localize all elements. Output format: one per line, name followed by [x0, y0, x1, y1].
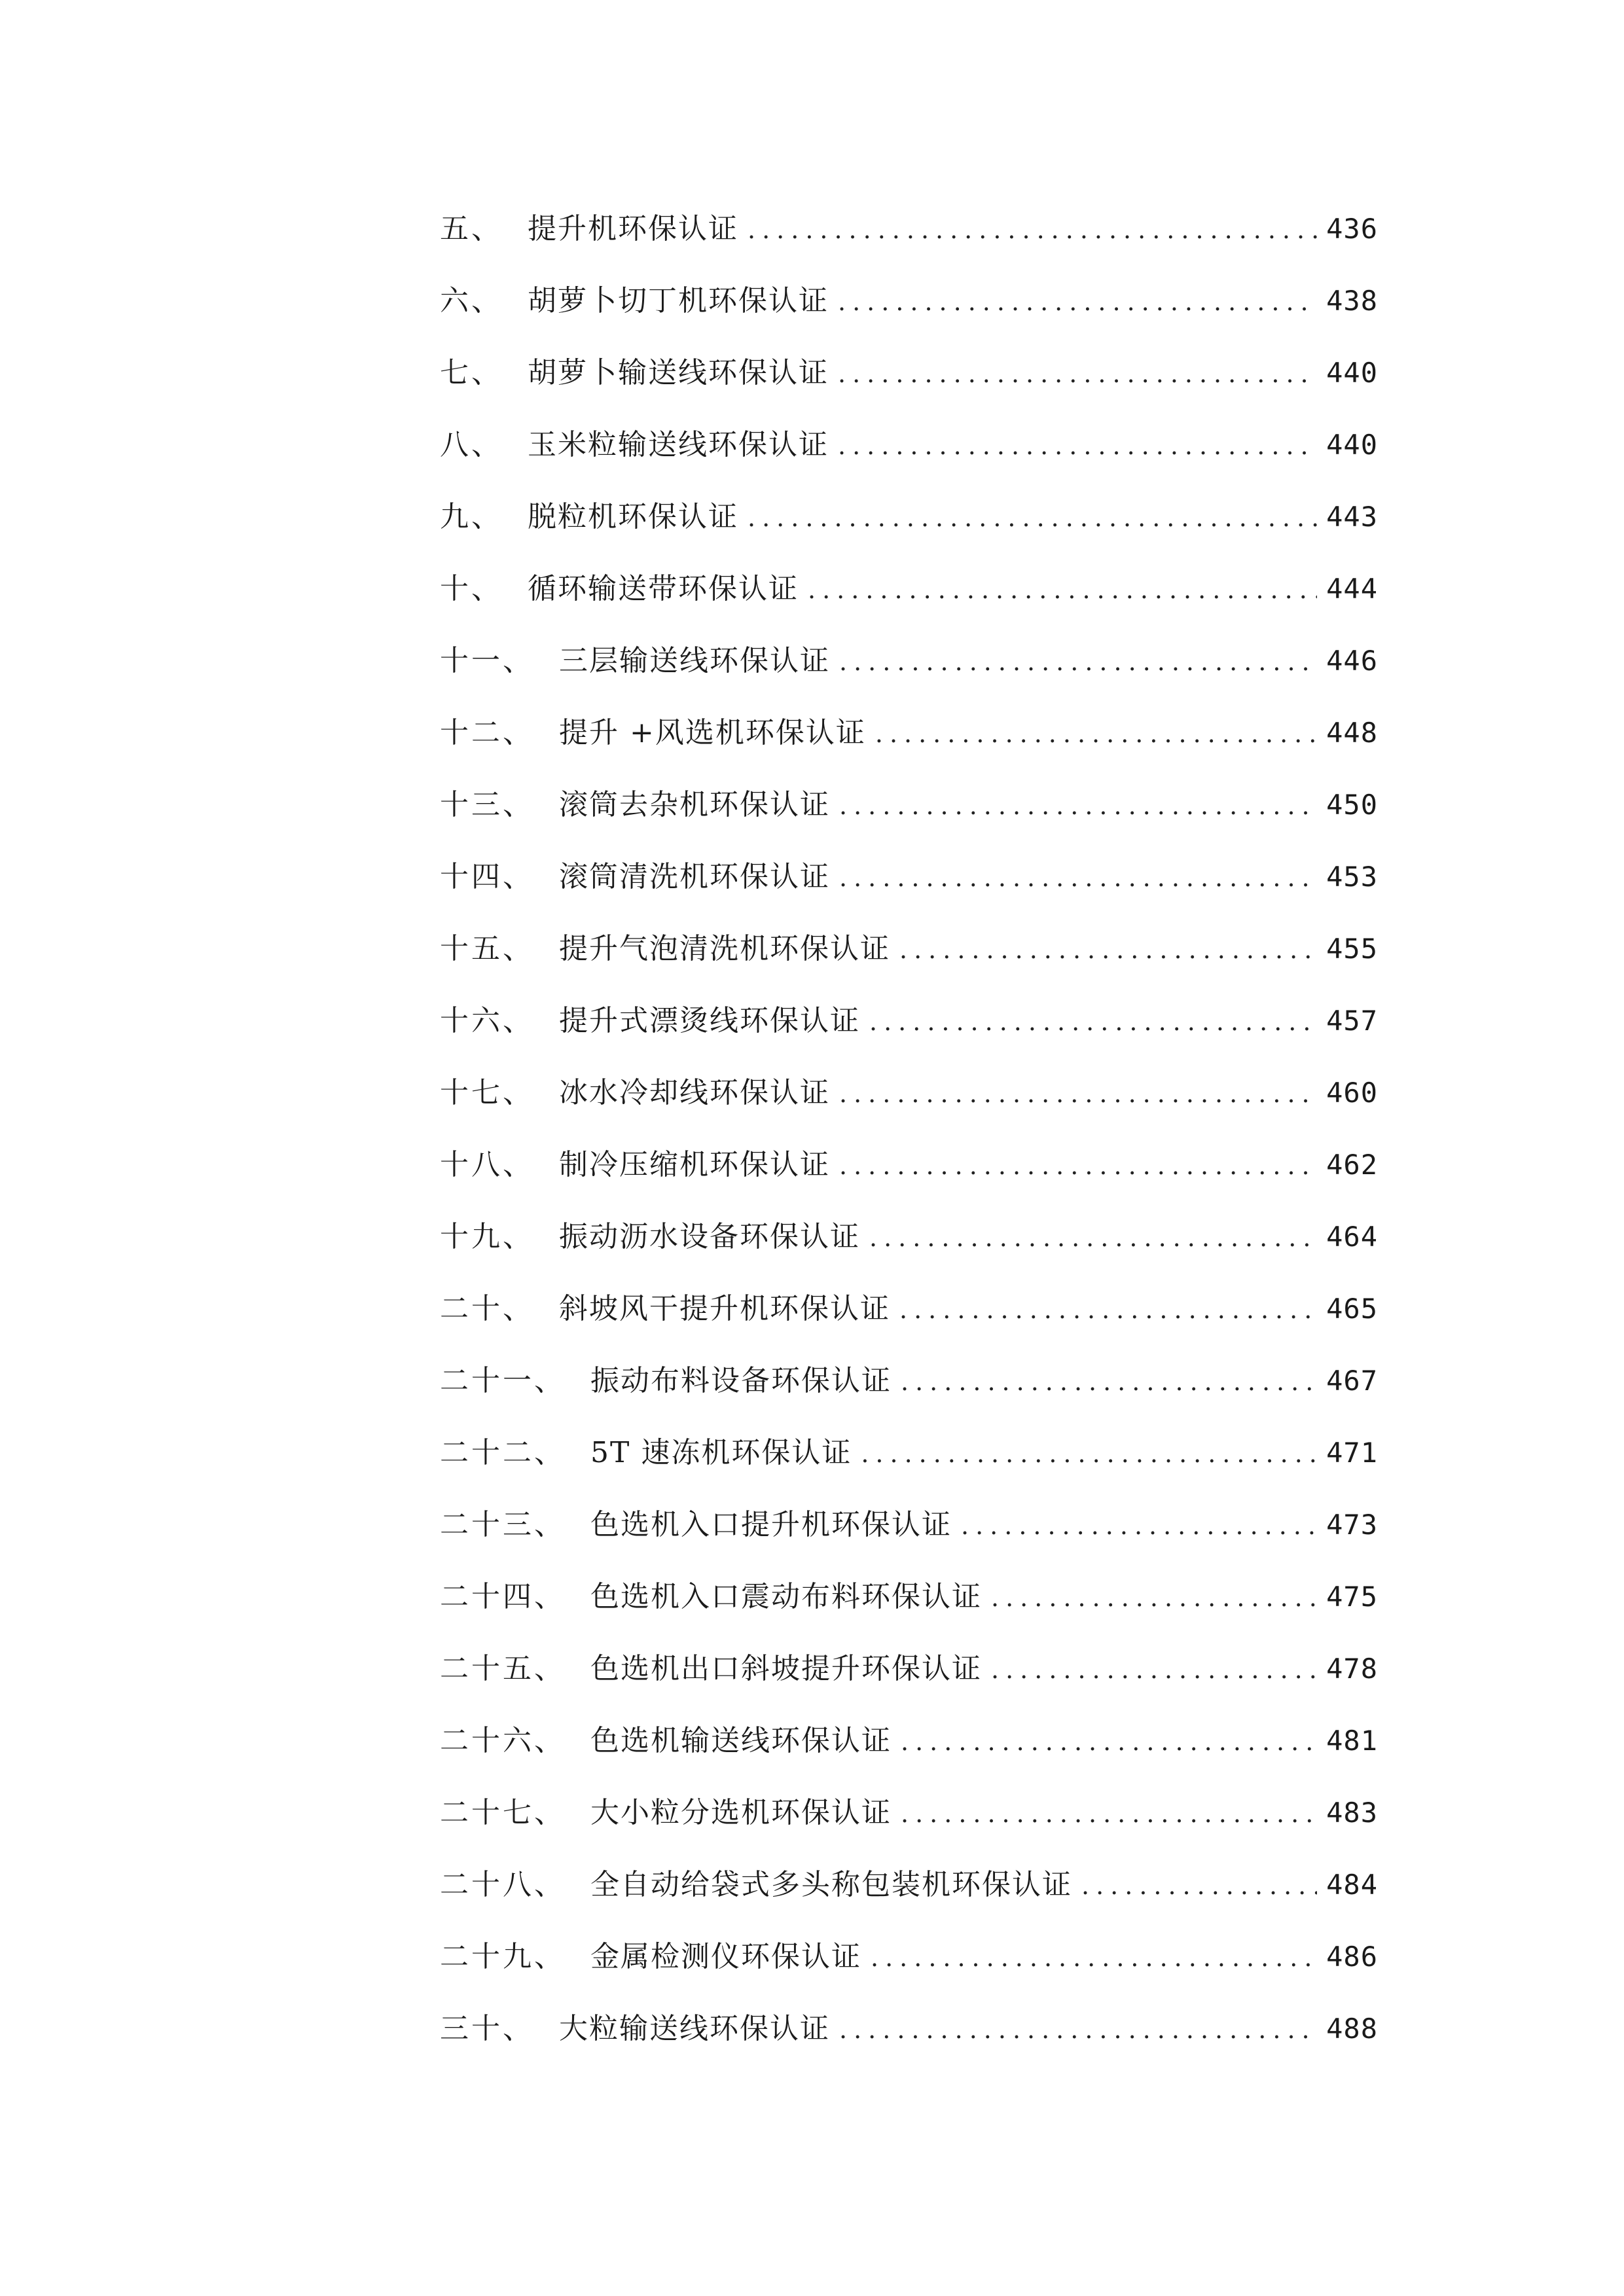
toc-entry-separator: 、: [471, 572, 500, 605]
toc-entry-separator: 、: [503, 644, 532, 677]
toc-entry-number: 二十八: [440, 1868, 534, 1901]
toc-dot-leader: [839, 849, 1317, 906]
toc-entry-page-number: 483: [1326, 1797, 1378, 1829]
toc-entry-page-number: 440: [1326, 429, 1378, 461]
toc-entry-number: 十一: [440, 644, 503, 677]
toc-entry-separator: 、: [471, 356, 500, 389]
toc-entry-number: 二十五: [440, 1652, 534, 1685]
toc-entry-separator: 、: [534, 1436, 563, 1469]
toc-entry[interactable]: [440, 1136, 1378, 1208]
toc-entry[interactable]: [440, 344, 1378, 416]
toc-entry[interactable]: [440, 1568, 1378, 1640]
toc-entry-separator: 、: [534, 1724, 563, 1757]
toc-entry-title: 色选机入口提升机环保认证: [590, 1508, 952, 1541]
toc-entry-separator: 、: [503, 716, 532, 749]
toc-entry-separator: 、: [503, 2012, 532, 2045]
toc-entry-page-number: 471: [1326, 1437, 1378, 1469]
toc-entry-page-number: 443: [1326, 501, 1378, 533]
toc-entry-title: 循环输送带环保认证: [528, 572, 799, 605]
toc-entry-page-number: 446: [1326, 645, 1378, 677]
toc-entry-page-number: 460: [1326, 1077, 1378, 1109]
toc-dot-leader: [899, 1281, 1317, 1338]
toc-entry-title: 胡萝卜切丁机环保认证: [528, 284, 829, 317]
toc-entry-title: 金属检测仪环保认证: [590, 1940, 861, 1973]
toc-entry-number: 十二: [440, 716, 503, 749]
toc-dot-leader: [839, 777, 1317, 834]
toc-entry[interactable]: [440, 1712, 1378, 1784]
toc-entry-separator: 、: [503, 1004, 532, 1037]
toc-entry[interactable]: [440, 1208, 1378, 1280]
toc-entry-page-number: 488: [1326, 2013, 1378, 2045]
toc-entry[interactable]: [440, 272, 1378, 344]
toc-dot-leader: [838, 273, 1317, 331]
toc-entry-number: 二十七: [440, 1796, 534, 1829]
toc-entry-title: 提升式漂烫线环保认证: [559, 1004, 860, 1037]
toc-entry-number: 八: [440, 428, 471, 461]
toc-entry-separator: 、: [503, 932, 532, 965]
toc-entry-separator: 、: [534, 1868, 563, 1901]
toc-dot-leader: [838, 345, 1317, 403]
toc-entry[interactable]: [440, 632, 1378, 704]
toc-entry[interactable]: [440, 1496, 1378, 1568]
toc-entry-title: 提升机环保认证: [528, 212, 738, 245]
toc-entry-number: 五: [440, 212, 471, 245]
toc-entry-number: 十三: [440, 788, 503, 821]
toc-entry[interactable]: [440, 1856, 1378, 1928]
toc-entry-number: 十七: [440, 1076, 503, 1109]
toc-dot-leader: [869, 1209, 1317, 1266]
toc-entry-number: 二十九: [440, 1940, 534, 1973]
toc-entry-title: 大粒输送线环保认证: [559, 2012, 830, 2045]
toc-entry-title: 提升 +风选机环保认证: [559, 716, 866, 749]
toc-entry-separator: 、: [503, 1220, 532, 1253]
toc-entry-title: 脱粒机环保认证: [528, 500, 738, 533]
toc-entry[interactable]: [440, 1928, 1378, 2000]
toc-entry-number: 六: [440, 284, 471, 317]
toc-entry-page-number: 473: [1326, 1509, 1378, 1541]
toc-entry-title: 冰水冷却线环保认证: [559, 1076, 830, 1109]
toc-entry-separator: 、: [503, 860, 532, 893]
toc-entry-number: 十: [440, 572, 471, 605]
toc-entry-page-number: 450: [1326, 789, 1378, 821]
toc-entry-title: 色选机输送线环保认证: [590, 1724, 892, 1757]
toc-entry-page-number: 440: [1326, 357, 1378, 389]
toc-entry-title: 制冷压缩机环保认证: [559, 1148, 830, 1181]
toc-entry-separator: 、: [534, 1580, 563, 1613]
toc-dot-leader: [901, 1353, 1317, 1410]
toc-entry[interactable]: [440, 704, 1378, 776]
toc-entry-title: 三层输送线环保认证: [559, 644, 830, 677]
toc-entry-number: 三十: [440, 2012, 503, 2045]
toc-entry-number: 二十二: [440, 1436, 534, 1469]
toc-entry-page-number: 481: [1326, 1725, 1378, 1757]
toc-dot-leader: [1081, 1857, 1317, 1914]
toc-entry[interactable]: [440, 2000, 1378, 2072]
toc-entry-title: 斜坡风干提升机环保认证: [559, 1292, 890, 1325]
toc-entry-title: 全自动给袋式多头称包装机环保认证: [590, 1868, 1072, 1901]
toc-entry-number: 十四: [440, 860, 503, 893]
toc-entry-separator: 、: [503, 1076, 532, 1109]
toc-entry-separator: 、: [471, 500, 500, 533]
toc-entry-separator: 、: [503, 1292, 532, 1325]
toc-entry-separator: 、: [534, 1508, 563, 1541]
toc-dot-leader: [839, 633, 1317, 691]
toc-entry-number: 十六: [440, 1004, 503, 1037]
toc-entry-number: 七: [440, 356, 471, 389]
toc-entry[interactable]: [440, 776, 1378, 848]
toc-entry[interactable]: [440, 200, 1378, 272]
toc-dot-leader: [961, 1497, 1317, 1554]
toc-entry-page-number: 462: [1326, 1149, 1378, 1181]
toc-entry-separator: 、: [471, 284, 500, 317]
toc-entry-separator: 、: [503, 1148, 532, 1181]
toc-entry[interactable]: [440, 920, 1378, 992]
toc-entry-page-number: 438: [1326, 285, 1378, 317]
toc-entry-separator: 、: [503, 788, 532, 821]
toc-entry[interactable]: [440, 1424, 1378, 1496]
toc-entry-title: 胡萝卜输送线环保认证: [528, 356, 829, 389]
toc-entry-number: 十九: [440, 1220, 503, 1253]
toc-dot-leader: [808, 561, 1317, 619]
toc-entry-title: 提升气泡清洗机环保认证: [559, 932, 890, 965]
toc-entry[interactable]: [440, 1784, 1378, 1856]
toc-entry-number: 十八: [440, 1148, 503, 1181]
toc-entry-separator: 、: [534, 1940, 563, 1973]
toc-entry-page-number: 448: [1326, 717, 1378, 749]
toc-entry-page-number: 475: [1326, 1581, 1378, 1613]
toc-dot-leader: [871, 1929, 1317, 1986]
toc-entry-title: 振动沥水设备环保认证: [559, 1220, 860, 1253]
toc-entry-page-number: 436: [1326, 213, 1378, 245]
toc-entry-number: 二十六: [440, 1724, 534, 1757]
toc-entry-title: 色选机入口震动布料环保认证: [590, 1580, 982, 1613]
toc-entry-number: 十五: [440, 932, 503, 965]
toc-dot-leader: [869, 993, 1317, 1050]
toc-entry[interactable]: [440, 1280, 1378, 1352]
toc-dot-leader: [839, 1065, 1317, 1122]
toc-entry[interactable]: [440, 416, 1378, 488]
toc-entry-title: 滚筒去杂机环保认证: [559, 788, 830, 821]
toc-entry-number: 二十四: [440, 1580, 534, 1613]
toc-entry-page-number: 455: [1326, 933, 1378, 965]
toc-entry-title: 5T 速冻机环保认证: [590, 1436, 852, 1469]
toc-entry[interactable]: [440, 992, 1378, 1064]
toc-dot-leader: [861, 1425, 1317, 1482]
toc-entry-page-number: 486: [1326, 1941, 1378, 1973]
toc-entry[interactable]: [440, 560, 1378, 632]
toc-entry-page-number: 464: [1326, 1221, 1378, 1253]
toc-entry-separator: 、: [534, 1652, 563, 1685]
toc-entry[interactable]: [440, 1640, 1378, 1712]
toc-entry-page-number: 465: [1326, 1293, 1378, 1325]
toc-entry-page-number: 478: [1326, 1653, 1378, 1685]
toc-entry-number: 二十: [440, 1292, 503, 1325]
toc-entry-number: 二十三: [440, 1508, 534, 1541]
toc-entry-separator: 、: [471, 212, 500, 245]
toc-entry[interactable]: [440, 1064, 1378, 1136]
toc-dot-leader: [748, 489, 1317, 547]
toc-entry-separator: 、: [471, 428, 500, 461]
toc-dot-leader: [839, 1137, 1317, 1194]
toc-dot-leader: [838, 417, 1317, 475]
toc-entry-number: 九: [440, 500, 471, 533]
toc-entry-title: 振动布料设备环保认证: [590, 1364, 892, 1397]
toc-entry[interactable]: [440, 488, 1378, 560]
toc-dot-leader: [839, 2001, 1317, 2058]
toc-dot-leader: [901, 1785, 1317, 1842]
toc-entry-title: 玉米粒输送线环保认证: [528, 428, 829, 461]
toc-dot-leader: [901, 1713, 1317, 1770]
toc-dot-leader: [991, 1569, 1317, 1626]
toc-entry-page-number: 484: [1326, 1869, 1378, 1901]
toc-dot-leader: [899, 921, 1317, 978]
toc-entry[interactable]: [440, 1352, 1378, 1424]
toc-dot-leader: [748, 201, 1317, 259]
toc-entry-page-number: 467: [1326, 1365, 1378, 1397]
toc-entry-number: 二十一: [440, 1364, 534, 1397]
toc-entry-page-number: 453: [1326, 861, 1378, 893]
toc-entry-separator: 、: [534, 1796, 563, 1829]
toc-entry-separator: 、: [534, 1364, 563, 1397]
table-of-contents: [440, 200, 1378, 2072]
toc-entry-page-number: 444: [1326, 573, 1378, 605]
toc-entry-title: 滚筒清洗机环保认证: [559, 860, 830, 893]
toc-entry[interactable]: [440, 848, 1378, 920]
toc-dot-leader: [991, 1641, 1317, 1698]
toc-dot-leader: [875, 705, 1317, 762]
toc-entry-title: 色选机出口斜坡提升环保认证: [590, 1652, 982, 1685]
toc-entry-title: 大小粒分选机环保认证: [590, 1796, 892, 1829]
toc-entry-page-number: 457: [1326, 1005, 1378, 1037]
